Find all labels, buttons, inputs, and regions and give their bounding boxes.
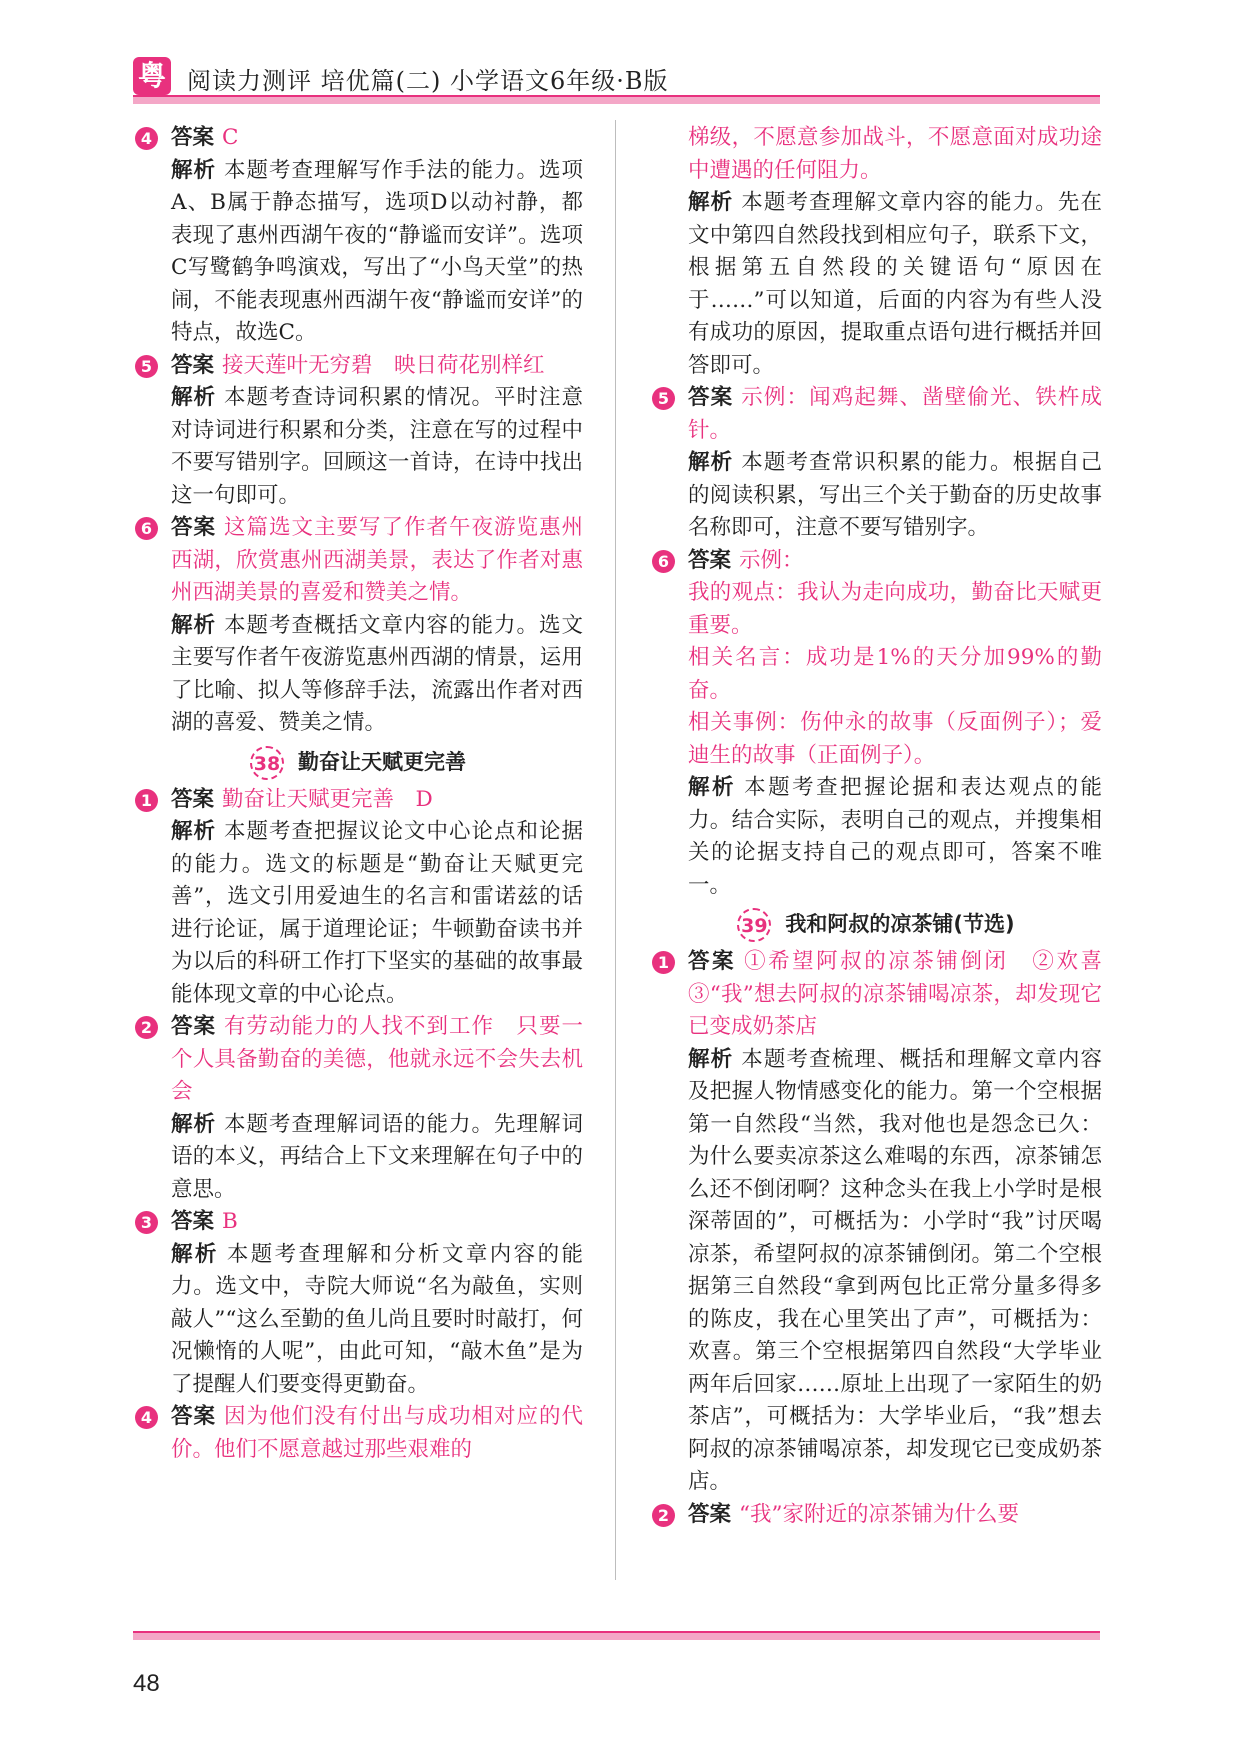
answer-label: 答案 (171, 1209, 215, 1234)
question-6 (133, 512, 583, 740)
analysis-label: 解析 (688, 450, 734, 475)
analysis-label: 解析 (171, 1241, 219, 1267)
analysis-text: 本题考查把握议论文中心论点和论据的能力。选文的标题是“勤奋让天赋更完善”，选文引用爱迪生的名言和雷诺兹的话进行论证，属于道理论证；牛顿勤奋读书并为以后的科研工作打下坚实的基础的故事最能体现文章的中心论点。 (171, 819, 583, 1007)
s38-question-3 (133, 1206, 583, 1401)
answer-text: 勤奋让天赋更完善 D (222, 786, 433, 812)
left-column (133, 122, 583, 1466)
answer-text: B (222, 1209, 238, 1234)
analysis-label: 解析 (171, 157, 216, 183)
answer-continuation: 梯级，不愿意参加战斗，不愿意面对成功途中遭遇的任何阻力。 (688, 125, 1102, 183)
question-number: 4 (135, 1406, 158, 1429)
header-title: 阅读力测评 培优篇(二) 小学语文6年级·B版 (187, 67, 669, 95)
question-5 (133, 350, 583, 513)
s39-question-2 (650, 1499, 1102, 1532)
question-number: 2 (652, 1504, 675, 1527)
answer-case: 相关事例：伤仲永的故事（反面例子）；爱迪生的故事（正面例子）。 (688, 710, 1102, 768)
answer-label: 答案 (171, 1404, 216, 1429)
question-number: 1 (135, 789, 158, 812)
analysis-text: 本题考查诗词积累的情况。平时注意对诗词进行积累和分类，注意在写的过程中不要写错别字。回顾这一首诗，在诗中找出这一句即可。 (171, 385, 583, 508)
question-number: 1 (652, 951, 675, 974)
header-rule (133, 97, 1100, 104)
s38-question-2 (133, 1011, 583, 1206)
answer-view: 我的观点：我认为走向成功，勤奋比天赋更重要。 (688, 580, 1102, 638)
s38-question-1 (133, 784, 583, 1012)
answer-label: 答案 (171, 125, 215, 150)
footer-rule (133, 1633, 1100, 1640)
analysis-label: 解析 (688, 1046, 734, 1072)
answer-text: “我”家附近的凉茶铺为什么要 (739, 1501, 1019, 1527)
s38-question-5 (650, 382, 1102, 545)
answer-label: 答案 (688, 385, 734, 410)
answer-text: C (222, 125, 239, 150)
question-4 (133, 122, 583, 350)
section-title: 勤奋让天赋更完善 (298, 749, 466, 774)
answer-text: 示例：闻鸡起舞、凿壁偷光、铁杵成针。 (688, 385, 1102, 443)
s38-question-6 (650, 545, 1102, 903)
section-heading-38 (133, 744, 583, 780)
answer-text: 这篇选文主要写了作者午夜游览惠州西湖，欣赏惠州西湖美景，表达了作者对惠州西湖美景的喜爱和赞美之情。 (171, 515, 583, 605)
right-column (650, 122, 1124, 1531)
guangdong-logo-icon: 粤 (133, 57, 171, 95)
question-number: 5 (652, 387, 675, 410)
analysis-label: 解析 (171, 612, 216, 638)
question-number: 5 (135, 355, 158, 378)
analysis-label: 解析 (688, 190, 734, 215)
analysis-text: 本题考查理解文章内容的能力。先在文中第四自然段找到相应句子，联系下文，根据第五自然段的关键语句“原因在于……”可以知道，后面的内容为有些人没有成功的原因，提取重点语句进行概括并回答即可。 (688, 190, 1102, 378)
analysis-text: 本题考查理解和分析文章内容的能力。选文中，寺院大师说“名为敲鱼，实则敲人”“这么至勤的鱼儿尚且要时时敲打，何况懒惰的人呢”，由此可知，“敲木鱼”是为了提醒人们要变得更勤奋。 (171, 1241, 583, 1397)
question-number: 6 (652, 550, 675, 573)
answer-text: 接天莲叶无穷碧 映日荷花别样红 (222, 352, 545, 378)
analysis-text: 本题考查把握论据和表达观点的能力。结合实际，表明自己的观点，并搜集相关的论据支持自己的观点即可，答案不唯一。 (688, 775, 1102, 898)
section-heading-39 (650, 906, 1102, 942)
answer-label: 答案 (688, 547, 732, 573)
page-header (133, 55, 1100, 105)
column-divider (615, 120, 616, 1580)
s39-question-1 (650, 946, 1124, 1499)
answer-label: 答案 (171, 786, 215, 812)
analysis-text: 本题考查理解写作手法的能力。选项A、B属于静态描写，选项D以动衬静，都表现了惠州西湖午夜的“静谧而安详”。选项C写鹭鹤争鸣演戏，写出了“小鸟天堂”的热闹，不能表现惠州西湖午夜“静谧而安详”的特点，故选C。 (171, 157, 583, 345)
question-number: 6 (135, 517, 158, 540)
analysis-text: 本题考查常识积累的能力。根据自己的阅读积累，写出三个关于勤奋的历史故事名称即可，注意不要写错别字。 (688, 450, 1102, 540)
analysis-text: 本题考查概括文章内容的能力。选文主要写作者午夜游览惠州西湖的情景，运用了比喻、拟人等修辞手法，流露出作者对西湖的喜爱、赞美之情。 (171, 612, 583, 735)
analysis-label: 解析 (171, 385, 216, 410)
analysis-text: 本题考查梳理、概括和理解文章内容及把握人物情感变化的能力。第一个空根据第一自然段“当然，我对他也是怨念已久：为什么要卖凉茶这么难喝的东西，凉茶铺怎么还不倒闭啊？这种念头在我上小学时是根深蒂固的”，可概括为：小学时“我”讨厌喝凉茶，希望阿叔的凉茶铺倒闭。第二个空根据第三自然段“拿到两包比正常分量多得多的陈皮，我在心里笑出了声”，可概括为：欢喜。第三个空根据第四自然段“大学毕业两年后回家……原址上出现了一家陌生的奶茶店”，可概括为：大学毕业后，“我”想去阿叔的凉茶铺喝凉茶，却发现它已变成奶茶店。 (688, 1046, 1102, 1494)
answer-label: 答案 (171, 352, 215, 378)
section-number: 38 (250, 746, 284, 780)
answer-label: 答案 (688, 1501, 732, 1527)
section-title: 我和阿叔的凉茶铺(节选) (785, 912, 1015, 936)
s38-question-4 (133, 1401, 583, 1466)
section-number: 39 (737, 908, 771, 942)
answer-intro: 示例： (739, 547, 804, 573)
analysis-label: 解析 (171, 1111, 216, 1137)
analysis-text: 本题考查理解词语的能力。先理解词语的本义，再结合上下文来理解在句子中的意思。 (171, 1111, 583, 1202)
question-number: 4 (135, 127, 158, 150)
answer-text: ①希望阿叔的凉茶铺倒闭 ②欢喜 ③“我”想去阿叔的凉茶铺喝凉茶，却发现它已变成奶茶店 (688, 949, 1124, 1039)
answer-text: 因为他们没有付出与成功相对应的代价。他们不愿意越过那些艰难的 (171, 1404, 583, 1462)
question-number: 2 (135, 1016, 158, 1039)
analysis-label: 解析 (171, 819, 216, 844)
answer-text: 有劳动能力的人找不到工作 只要一个人具备勤奋的美德，他就永远不会失去机会 (171, 1014, 583, 1104)
answer-label: 答案 (171, 1014, 216, 1039)
answer-label: 答案 (171, 515, 216, 540)
page-number: 48 (133, 1670, 160, 1697)
question-number: 3 (135, 1211, 158, 1234)
answer-quote: 相关名言：成功是1%的天分加99%的勤奋。 (688, 645, 1102, 703)
answer-label: 答案 (688, 949, 737, 974)
analysis-label: 解析 (688, 775, 737, 800)
